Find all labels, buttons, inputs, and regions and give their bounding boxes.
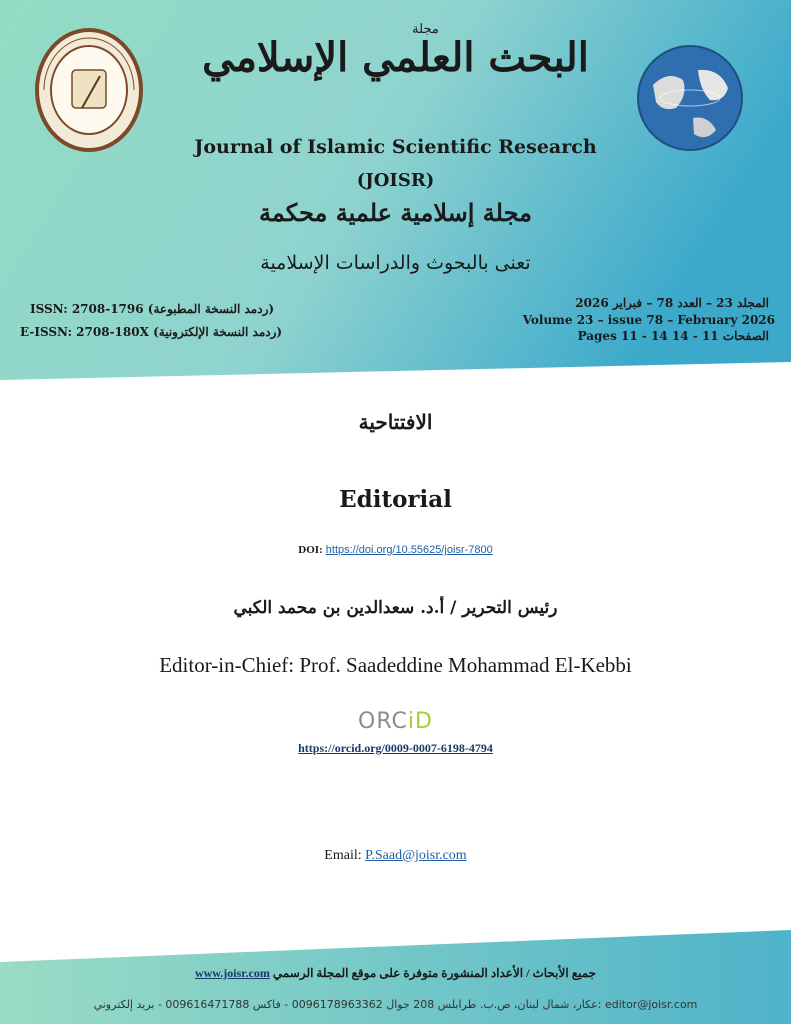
footer-contact: عكار، شمال لبنان، ص.ب. طرابلس 208 جوال 0096178963362 - فاكس 009616471788 - بريد إلكتروني: editor@joisr.com: [93, 998, 698, 1011]
issn-online: E-ISSN: 2708-180X (ردمد النسخة الإلكترونية): [20, 325, 283, 339]
orcid-logo: [0, 709, 791, 734]
orcid-link[interactable]: https://orcid.org/0009-0007-6198-4794: [298, 741, 493, 755]
email-label: Email:: [324, 848, 362, 863]
journal-title-en: Journal of Islamic Scientific Research: [194, 136, 597, 158]
website-note: جميع الأبحاث / الأعداد المنشورة متوفرة على موقع المجلة الرسمي: [269, 966, 597, 980]
doi-link[interactable]: https://doi.org/10.55625/joisr-7800: [325, 544, 493, 556]
email-link[interactable]: P.Saad@joisr.com: [365, 848, 467, 863]
heading-en: Editorial: [339, 486, 452, 513]
journal-subtitle-ar: مجلة إسلامية علمية محكمة: [259, 198, 532, 227]
volume-info-en: Volume 23 – issue 78 – February 2026: [522, 313, 775, 327]
orcid-logo-id: iD: [407, 709, 433, 734]
journal-tagline-ar: تعنى بالبحوث والدراسات الإسلامية: [260, 252, 531, 274]
journal-title-ar-prefix: مجلة: [412, 22, 439, 37]
editor-ar: رئيس التحرير / أ.د. سعدالدين بن محمد الكبي: [233, 598, 558, 618]
volume-info-ar: المجلد 23 – العدد 78 – فبراير 2026: [575, 296, 769, 310]
email-line: [0, 848, 791, 864]
journal-title-ar: البحث العلمي الإسلامي: [202, 34, 589, 81]
issn-print: ISSN: 2708-1796 (ردمد النسخة المطبوعة): [30, 302, 275, 316]
orcid-logo-text: ORC: [358, 709, 408, 734]
website-link[interactable]: www.joisr.com: [194, 966, 270, 980]
heading-ar: الافتتاحية: [358, 410, 433, 434]
orcid-link-container: [0, 741, 791, 756]
doi-label: DOI:: [298, 544, 323, 556]
editor-en: Editor-in-Chief: Prof. Saadeddine Mohammad El-Kebbi: [159, 653, 632, 677]
doi-line: [0, 544, 791, 556]
footer-website-line: [0, 966, 791, 981]
journal-abbreviation: (JOISR): [356, 170, 435, 191]
page-range: Pages 11 - 14 14 - الصفحات 11: [577, 329, 769, 343]
